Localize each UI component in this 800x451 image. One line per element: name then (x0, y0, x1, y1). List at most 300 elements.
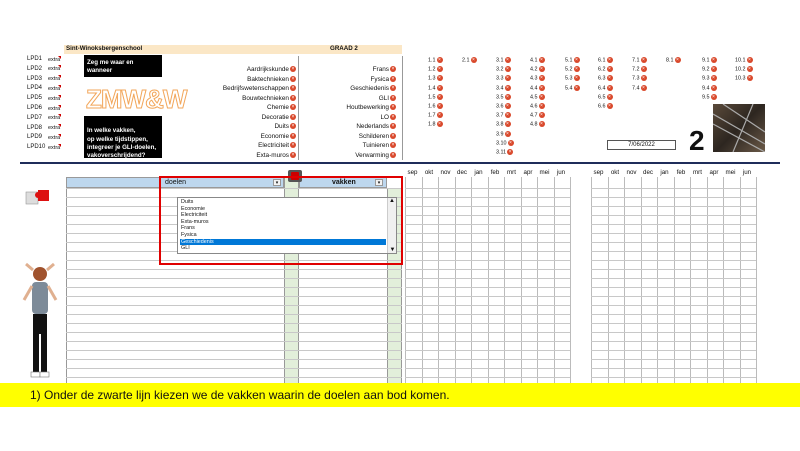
goal-code (530, 66, 545, 72)
grid-row (591, 314, 756, 315)
remove-icon[interactable]: × (540, 57, 543, 63)
remove-icon[interactable]: × (391, 142, 395, 149)
subject-name: Verwarming (355, 151, 389, 159)
grid-row (405, 341, 570, 342)
subject-name: Bedrijfswetenschappen (222, 85, 289, 92)
grid-col (756, 177, 757, 383)
grid-row (405, 359, 570, 360)
goal-code-label: 4.6 (530, 103, 538, 110)
goal-code (598, 94, 613, 100)
zmww-logo: ZMW&W (86, 84, 187, 114)
grid-row (66, 341, 402, 342)
grid-row (66, 305, 402, 306)
subject-name: Frans (372, 66, 389, 73)
subject-name: Exta-muros (256, 151, 289, 159)
dropdown-item[interactable]: Fysica (181, 231, 197, 238)
remove-icon[interactable]: × (540, 75, 543, 82)
grid-col (591, 177, 592, 383)
subject-left-item (223, 85, 296, 92)
remove-icon[interactable]: × (506, 112, 509, 119)
grid-row (405, 368, 570, 369)
grid-row (591, 260, 756, 261)
remove-icon[interactable]: × (608, 84, 611, 91)
remove-icon[interactable]: × (540, 121, 543, 128)
goal-code-label: 1.1 (428, 57, 436, 64)
remove-icon[interactable]: × (291, 66, 295, 73)
grid-row (66, 323, 402, 324)
remove-icon[interactable]: × (575, 75, 578, 82)
month-label: mei (539, 169, 550, 176)
goal-code-label: 3.3 (496, 75, 504, 82)
remove-icon[interactable]: × (676, 57, 679, 63)
goal-code (496, 94, 511, 100)
grid-row (405, 296, 570, 297)
remove-icon[interactable]: × (506, 57, 509, 63)
remove-icon[interactable]: × (506, 66, 509, 73)
grid-col (422, 177, 423, 383)
month-label: apr (523, 169, 533, 176)
remove-icon[interactable]: × (391, 94, 395, 101)
remove-icon[interactable]: × (291, 123, 295, 130)
goal-code (565, 75, 580, 81)
lpd-label: LPD10 (27, 144, 46, 151)
remove-icon[interactable]: × (391, 151, 395, 158)
remove-icon[interactable]: × (575, 66, 578, 73)
grid-row (66, 296, 402, 297)
remove-icon[interactable]: × (438, 121, 441, 128)
subjects-divider (298, 56, 299, 160)
extra-label: extra (48, 56, 61, 63)
vakken-label: vakken (332, 179, 356, 186)
remove-icon[interactable]: × (391, 104, 395, 111)
grid-row (66, 332, 402, 333)
remove-icon[interactable]: × (291, 142, 295, 149)
goal-code-label: 5.2 (565, 66, 573, 73)
remove-icon[interactable]: × (608, 103, 611, 109)
dropdown-item[interactable]: Duits (181, 199, 194, 205)
subject-name: Duits (274, 123, 289, 130)
goal-code-label: 1.2 (428, 66, 436, 73)
grid-row (66, 359, 402, 360)
goal-code-label: 9.4 (702, 85, 710, 92)
subject-name: Chemie (266, 104, 289, 111)
goal-code (496, 112, 511, 118)
goal-code-label: 6.2 (598, 66, 606, 73)
remove-icon[interactable]: × (472, 57, 475, 63)
goal-code-label: 1.8 (428, 121, 436, 128)
goal-code-label: 6.4 (598, 85, 606, 92)
goal-code (565, 66, 580, 72)
remove-icon[interactable]: × (509, 139, 512, 146)
subject-name: Economie (260, 132, 289, 140)
remove-icon[interactable]: × (712, 57, 715, 63)
goal-code (428, 75, 443, 81)
subject-name: LO (380, 113, 389, 121)
railway-tracks (713, 104, 765, 152)
date-box (607, 140, 676, 150)
remove-icon[interactable]: × (642, 57, 645, 63)
lpd-label: LPD8 (27, 124, 43, 131)
grid-row (405, 350, 570, 351)
goal-code-label: 4.4 (530, 85, 538, 92)
goal-code (496, 149, 513, 155)
remove-icon[interactable]: × (391, 132, 395, 139)
caption-text: 1) Onder de zwarte lijn kiezen we de vakken waarin de doelen aan bod komen. (30, 388, 450, 402)
goal-code (428, 112, 443, 118)
question-text: In welke vakken, op welke tijdstippen, integreer je GLI-doelen, vakoverschrijdend? (87, 127, 157, 160)
goal-code (735, 75, 753, 81)
goal-code (598, 103, 613, 109)
subject-left-item (258, 142, 296, 149)
intro-text: Zeg me waar en wanneer (87, 59, 134, 75)
grade-number: 2 (689, 125, 705, 156)
remove-icon[interactable]: × (506, 130, 509, 137)
goal-code (428, 85, 443, 91)
remove-icon[interactable]: × (712, 93, 715, 100)
puzzle-icon (24, 186, 52, 208)
grid-row (591, 224, 756, 225)
goal-code (702, 57, 717, 63)
goal-code (496, 75, 511, 81)
month-label: feb (676, 169, 686, 176)
goal-code-label: 1.6 (428, 103, 436, 110)
goal-code (496, 103, 511, 109)
subject-name: Nederlands (356, 123, 389, 130)
grid-col (554, 177, 555, 383)
month-label: dec (457, 169, 467, 176)
remove-icon[interactable]: × (506, 75, 509, 82)
goal-code (496, 140, 514, 146)
remove-icon[interactable]: × (712, 75, 715, 82)
subject-right-item (373, 66, 396, 73)
school-name: Sint-Winoksbergenschool (66, 45, 143, 52)
grid-col (707, 177, 708, 383)
subject-right-item (350, 85, 396, 92)
goal-code (735, 66, 753, 72)
grid-row (591, 278, 756, 279)
goal-code (496, 85, 511, 91)
grid-row (591, 350, 756, 351)
subject-right-item (346, 104, 396, 111)
remove-icon[interactable]: × (438, 103, 441, 109)
lpd-label: LPD1 (27, 56, 43, 62)
grid-row (405, 377, 570, 378)
goal-code-label: 3.2 (496, 66, 504, 73)
lpd-label: LPD5 (27, 95, 43, 102)
remove-icon[interactable]: × (608, 57, 611, 63)
goal-code-label: 4.5 (530, 94, 538, 101)
remove-icon[interactable]: × (438, 84, 441, 91)
doelen-label: doelen (165, 179, 187, 186)
goal-code (598, 66, 613, 72)
lpd-label: LPD4 (27, 85, 43, 92)
subject-right-item (359, 133, 396, 140)
remove-icon[interactable]: × (438, 66, 441, 73)
grid-row (66, 377, 402, 378)
goal-code (632, 57, 647, 63)
goal-code-label: 3.8 (496, 121, 504, 128)
goal-code-label: 5.1 (565, 57, 573, 64)
remove-icon[interactable]: × (712, 66, 715, 73)
extra-label: extra (48, 85, 61, 92)
subject-name: Schilderen (358, 132, 389, 140)
extra-label: extra (48, 125, 61, 132)
remove-icon[interactable]: × (291, 94, 295, 101)
extra-label: extra (48, 105, 61, 112)
month-label: apr (709, 169, 719, 176)
grid-row (405, 206, 570, 207)
grid-row (405, 260, 570, 261)
goal-code (666, 57, 681, 63)
intro-box (84, 55, 162, 77)
grid-col (657, 177, 658, 383)
grid-row (591, 368, 756, 369)
lpd-label: LPD3 (27, 75, 43, 82)
subject-right-item (379, 95, 396, 102)
grid-col (723, 177, 724, 383)
date-value: 7/06/2022 (628, 142, 655, 148)
subject-left-item (262, 114, 296, 121)
remove-icon[interactable]: × (748, 66, 751, 73)
remove-icon[interactable]: × (291, 85, 295, 92)
goal-code-label: 9.1 (702, 57, 710, 64)
goal-code-label: 9.2 (702, 66, 710, 73)
goal-code-label: 5.4 (565, 85, 573, 92)
subject-name: Bouwtechnieken (242, 94, 289, 102)
goal-code (632, 85, 647, 91)
remove-icon[interactable]: × (438, 57, 441, 63)
extra-label: extra (48, 144, 61, 151)
grid-row (66, 269, 402, 270)
goal-code (530, 103, 545, 109)
grid-col (690, 177, 691, 383)
remove-icon[interactable]: × (506, 93, 509, 100)
remove-icon[interactable]: × (712, 84, 715, 91)
grid-row (591, 332, 756, 333)
goal-code-label: 1.5 (428, 94, 436, 101)
subject-name: Geschiedenis (350, 85, 389, 92)
subject-name: Decoratie (261, 113, 289, 121)
remove-icon[interactable]: × (540, 93, 543, 100)
grid-row (405, 242, 570, 243)
grid-row (66, 368, 402, 369)
goal-code-label: 6.1 (598, 57, 606, 64)
grid-row (405, 224, 570, 225)
remove-icon[interactable]: × (438, 112, 441, 119)
goal-code (428, 57, 443, 63)
subject-right-item (356, 123, 396, 130)
month-label: okt (610, 169, 620, 176)
goal-code (462, 57, 477, 63)
goal-code (530, 94, 545, 100)
goal-code-label: 7.1 (632, 57, 640, 64)
goal-code-label: 4.8 (530, 121, 538, 128)
subject-name: Baktechnieken (247, 75, 289, 83)
lpd-label: LPD2 (27, 65, 43, 72)
remove-icon[interactable]: × (642, 66, 645, 73)
subject-left-item (261, 133, 296, 140)
remove-icon[interactable]: × (391, 66, 395, 73)
dropdown-item[interactable]: Exta-muros (181, 218, 209, 225)
goal-code-label: 9.5 (702, 94, 710, 101)
goal-code (530, 75, 545, 81)
goal-code-label: 3.7 (496, 112, 504, 119)
remove-icon[interactable]: × (291, 104, 295, 111)
grid-row (405, 251, 570, 252)
goal-code (598, 57, 613, 63)
grid-row (66, 287, 402, 288)
goal-code-label: 3.5 (496, 94, 504, 101)
remove-icon[interactable]: × (748, 57, 751, 63)
grid-col (674, 177, 675, 383)
remove-icon[interactable]: × (608, 75, 611, 82)
grid-col (471, 177, 472, 383)
subject-left-item (247, 76, 296, 83)
subject-right-item (363, 142, 396, 149)
month-label: jun (742, 169, 752, 176)
month-label: sep (407, 169, 418, 176)
remove-icon[interactable]: × (608, 93, 611, 100)
remove-icon[interactable]: × (575, 57, 578, 63)
remove-icon[interactable]: × (642, 84, 645, 91)
month-label: mei (725, 169, 736, 176)
goal-code (428, 66, 443, 72)
month-label: sep (593, 169, 604, 176)
caption-bar (0, 383, 800, 407)
month-label: dec (643, 169, 653, 176)
remove-icon[interactable]: × (506, 84, 509, 91)
remove-icon[interactable]: × (438, 93, 441, 100)
goal-code (428, 94, 443, 100)
remove-icon[interactable]: × (291, 113, 295, 120)
grid-row (591, 287, 756, 288)
grid-row (591, 233, 756, 234)
month-label: mrt (693, 169, 702, 176)
dropdown-item[interactable]: GLI (181, 245, 190, 252)
doelen-dropdown-arrow-icon[interactable]: ▾ (273, 179, 281, 186)
goal-code-label: 5.3 (565, 75, 573, 82)
remove-icon[interactable]: × (506, 121, 509, 128)
grid-row (66, 314, 402, 315)
remove-icon[interactable]: × (291, 151, 295, 158)
remove-icon[interactable]: × (291, 132, 295, 139)
woman-figure (18, 260, 62, 380)
grid-row (591, 359, 756, 360)
graad-label: GRAAD 2 (330, 45, 358, 52)
remove-icon[interactable]: × (391, 113, 395, 120)
grid-row (405, 188, 570, 189)
grid-row (591, 377, 756, 378)
grid-row (591, 323, 756, 324)
remove-icon[interactable]: × (391, 75, 395, 82)
dropdown-item[interactable]: Economie (181, 205, 205, 212)
remove-icon[interactable]: × (540, 66, 543, 73)
left-outer-col (66, 188, 67, 383)
scroll-down-icon[interactable]: ▼ (389, 247, 396, 253)
grid-row (405, 332, 570, 333)
grid-col (488, 177, 489, 383)
goal-code-label: 4.3 (530, 75, 538, 82)
goal-code-label: 6.6 (598, 103, 606, 110)
grid-col (438, 177, 439, 383)
vakken-dropdown-arrow-icon[interactable]: ▾ (375, 179, 383, 186)
remove-icon[interactable]: × (391, 123, 395, 130)
goal-code-label: 6.5 (598, 94, 606, 101)
grid-row (591, 341, 756, 342)
grid-col (521, 177, 522, 383)
grid-col (740, 177, 741, 383)
goal-code (702, 85, 717, 91)
subject-left-item (242, 95, 296, 102)
goal-code (496, 131, 511, 137)
lpd-label: LPD6 (27, 105, 43, 111)
goal-code-label: 3.4 (496, 85, 504, 92)
remove-icon[interactable]: × (540, 112, 543, 119)
goal-code-label: 4.1 (530, 57, 538, 64)
scroll-up-icon[interactable]: ▲ (389, 198, 395, 204)
remove-icon[interactable]: × (608, 66, 611, 73)
remove-icon[interactable]: × (748, 75, 751, 82)
grid-row (405, 323, 570, 324)
month-label: nov (626, 169, 637, 176)
subject-right-item (355, 152, 396, 159)
subject-name: Electriciteit (258, 142, 289, 149)
grid-col (641, 177, 642, 383)
grid-row (591, 215, 756, 216)
subject-name: Houtbewerking (346, 104, 389, 111)
goal-code (598, 75, 613, 81)
grid-row (405, 278, 570, 279)
remove-icon[interactable]: × (391, 85, 395, 92)
goal-code (565, 85, 580, 91)
dropdown-item[interactable]: Electriciteit (181, 212, 208, 219)
dropdown-item[interactable]: Geschiedenis (180, 239, 386, 246)
question-box (84, 116, 162, 158)
subject-left-item (256, 152, 296, 159)
remove-icon[interactable]: × (291, 75, 295, 82)
grid-col (608, 177, 609, 383)
extra-label: extra (48, 76, 61, 83)
remove-icon[interactable]: × (438, 75, 441, 82)
grid-row (591, 188, 756, 189)
grid-row (591, 206, 756, 207)
goal-code-label: 10.1 (735, 57, 746, 64)
goal-code-label: 3.11 (496, 149, 507, 156)
remove-icon[interactable]: × (540, 84, 543, 91)
goal-code-label: 8.1 (666, 57, 674, 64)
goal-code (428, 103, 443, 109)
remove-icon[interactable]: × (642, 75, 645, 82)
remove-icon[interactable]: × (540, 103, 543, 109)
grid-col (570, 177, 571, 383)
goal-code-label: 3.1 (496, 57, 504, 64)
goal-code-label: 7.4 (632, 85, 640, 92)
remove-icon[interactable]: × (575, 84, 578, 91)
grid-row (591, 296, 756, 297)
grid-row (66, 350, 402, 351)
grid-row (405, 269, 570, 270)
grid-col (537, 177, 538, 383)
grid-row (591, 305, 756, 306)
remove-icon[interactable]: × (508, 149, 512, 155)
remove-icon[interactable]: × (506, 103, 509, 109)
dropdown-item[interactable]: Frans (181, 225, 195, 232)
goal-code-label: 1.7 (428, 112, 436, 119)
goal-code-label: 2.1 (462, 57, 470, 64)
extra-label: extra (48, 66, 61, 73)
goal-code (530, 121, 545, 127)
subject-name: Fysica (370, 75, 389, 83)
